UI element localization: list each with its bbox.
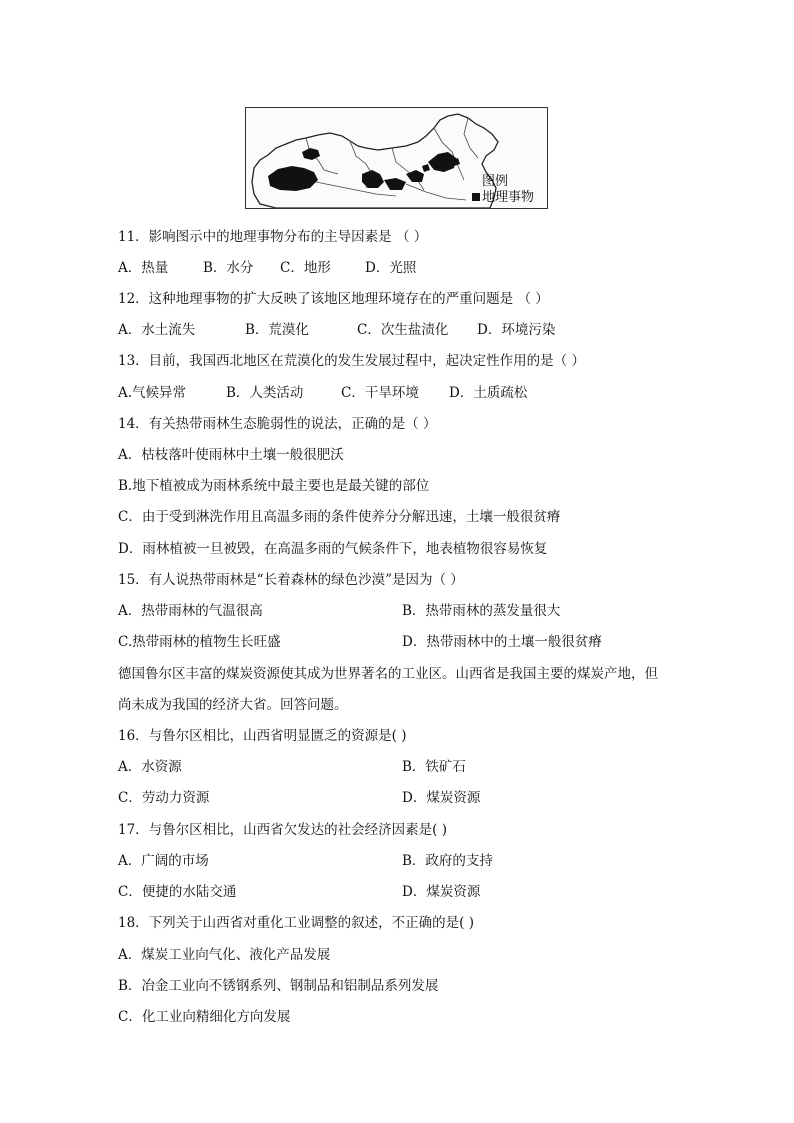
q17-option-c: C．便捷的水陆交通 (118, 884, 237, 900)
desert-patch (422, 164, 430, 172)
q15-option-c: C.热带雨林的植物生长旺盛 (118, 634, 281, 650)
q18-option-b: B．冶金工业向不锈钢系列、钢制品和铝制品系列发展 (118, 978, 439, 994)
passage-line-2: 尚未成为我国的经济大省。回答问题。 (118, 697, 348, 713)
q14-option-b: B.地下植被成为雨林系统中最主要也是最关键的部位 (118, 478, 430, 494)
china-map-figure (245, 107, 548, 209)
q13-option-a: A.气候异常 (118, 385, 187, 401)
q16-option-a: A．水资源 (118, 759, 182, 775)
q13-option-b: B．人类活动 (226, 385, 304, 401)
q17-option-b: B．政府的支持 (402, 853, 493, 869)
desert-patch (428, 152, 456, 172)
q17-option-d: D．煤炭资源 (402, 884, 481, 900)
question-18-stem: 18．下列关于山西省对重化工业调整的叙述，不正确的是( ) (118, 915, 475, 931)
q14-option-a: A．枯枝落叶使雨林中土壤一般很肥沃 (118, 447, 344, 463)
q18-option-a: A．煤炭工业向气化、液化产品发展 (118, 947, 331, 963)
legend-label: 地理事物 (482, 190, 535, 205)
q13-option-c: C．干旱环境 (341, 385, 419, 401)
question-15-stem: 15．有人说热带雨林是“长着森林的绿色沙漠”是因为（ ） (118, 572, 464, 588)
q14-option-c: C．由于受到淋洗作用且高温多雨的条件使养分分解迅速，土壤一般很贫瘠 (118, 509, 561, 525)
black-square-icon (472, 193, 480, 201)
legend-title: 图例 (482, 174, 509, 189)
desert-patch (268, 166, 318, 191)
passage-line-1: 德国鲁尔区丰富的煤炭资源使其成为世界著名的工业区。山西省是我国主要的煤炭产地，但 (118, 666, 658, 682)
q12-option-b: B．荒漠化 (245, 322, 309, 338)
q16-option-b: B．铁矿石 (402, 759, 466, 775)
question-12-stem: 12．这种地理事物的扩大反映了该地区地理环境存在的严重问题是 （ ） (118, 291, 549, 307)
q18-option-c: C．化工业向精细化方向发展 (118, 1009, 291, 1025)
q17-option-a: A．广阔的市场 (118, 853, 209, 869)
q14-option-d: D．雨林植被一旦被毁，在高温多雨的气候条件下，地表植物很容易恢复 (118, 541, 548, 557)
question-17-stem: 17．与鲁尔区相比，山西省欠发达的社会经济因素是( ) (118, 822, 448, 838)
q13-option-d: D．土质疏松 (449, 385, 528, 401)
q16-option-d: D．煤炭资源 (402, 790, 481, 806)
desert-patch (302, 148, 320, 160)
question-13-stem: 13．目前，我国西北地区在荒漠化的发生发展过程中，起决定性作用的是（ ） (118, 353, 585, 369)
q11-option-d: D．光照 (365, 260, 417, 276)
q15-option-a: A．热带雨林的气温很高 (118, 603, 263, 619)
q15-option-d: D．热带雨林中的土壤一般很贫瘠 (402, 634, 602, 650)
q12-option-a: A．水土流失 (118, 322, 196, 338)
legend-item (472, 191, 534, 205)
q11-option-a: A．热量 (118, 260, 169, 276)
q11-option-b: B．水分 (203, 260, 254, 276)
question-16-stem: 16．与鲁尔区相比，山西省明显匮乏的资源是( ) (118, 728, 407, 744)
q15-option-b: B．热带雨林的蒸发量很大 (402, 603, 561, 619)
desert-patch (384, 178, 406, 190)
desert-patch (362, 170, 384, 188)
q11-option-c: C．地形 (280, 260, 331, 276)
q16-option-c: C．劳动力资源 (118, 790, 210, 806)
question-14-stem: 14．有关热带雨林生态脆弱性的说法，正确的是（ ） (118, 416, 437, 432)
q12-option-d: D．环境污染 (477, 322, 556, 338)
question-11-stem: 11．影响图示中的地理事物分布的主导因素是 （ ） (118, 229, 428, 245)
q12-option-c: C．次生盐渍化 (357, 322, 449, 338)
